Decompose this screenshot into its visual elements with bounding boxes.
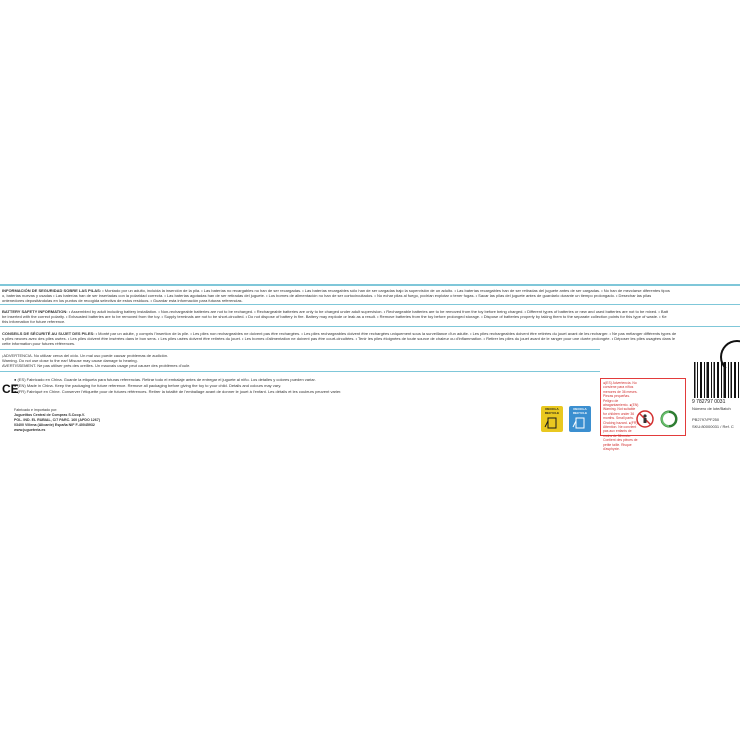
hearing-warning-es: ¡ADVERTENCIA. No utilizar cerca del oído. Un mal uso puede causar problemas de audición. [2, 353, 169, 358]
divider-fr-warn [0, 349, 600, 350]
en-safety-text-1: • Assembled by adult including battery installation. • Non-rechargeable batteries are not to be recharged. • Rechargeable batteries are only to be charged under adult supervision. • Rechargeable batteries are to be removed from the toy before being charged. • Different types of batteries or new and used batteries are not to be mixed. • Batt [68, 309, 669, 314]
fr-safety-line-3: cette information pour futures références. [2, 341, 76, 346]
not-for-children-icon [636, 410, 654, 428]
ce-mark: CE [2, 382, 19, 396]
barcode-icon [692, 360, 740, 400]
importer-line-5: www.jugueteria.es [14, 428, 46, 432]
en-safety-line-3: this information for future reference. [2, 319, 66, 324]
es-safety-line-3: ontenedores depositándolas en los puntos de recogida selectiva de estos residuos. • Guardar esta información para futuras referencias. [2, 298, 243, 303]
es-safety-line-2: o, baterías nuevas y usadas • Las baterías han de ser insertadas con la polaridad correcta. • Las baterías agotadas han de ser retiradas del juguete. • Los bornes de alimentación no han de ser cortocircuitados. • No echar pilas al fuego, podrían explotar o tener fugas. • Sacar las pilas del juguete antes de guardarlo durante un tiempo prolongado. • Desechar las pilas [2, 293, 652, 298]
recycle-label-blue: RECICLA RECYCLE [572, 407, 588, 415]
recycle-bin-icon [569, 415, 591, 431]
divider-en-fr [0, 326, 740, 327]
es-safety-text-1: • Montado por un adulto, incluida la inserción de la pila. • Las baterías no recargables no han de ser recargadas. • Las baterías recargables sólo han de ser cargadas bajo la supervisión de un adulto. • Las baterías recargables han de ser retiradas del juguete antes de ser cargadas. • No han de mezclarse diferentes tipos [102, 288, 670, 293]
importer-line-2: Juguetitos Central de Compras S.Coop.V. [14, 413, 85, 417]
barcode-number: 9 782797 0031 [692, 399, 726, 405]
divider-warn-made [0, 371, 600, 372]
recycle-label-yellow: RECICLA RECYCLE [544, 407, 560, 415]
importer-line-3: POL. IND. EL RUBIAL, C/7 PARC. 160 (APDO 1267) [14, 418, 100, 422]
green-dot-icon [660, 410, 678, 428]
es-safety-heading: INFORMACIÓN DE SEGURIDAD SOBRE LAS PILAS: [2, 288, 102, 293]
divider-es-en [0, 304, 740, 305]
batch-label: Número de lote/Batch [692, 406, 731, 411]
hearing-warning-fr: AVERTISSEMENT. Ne pas utiliser près des oreilles. Un mauvais usage peut causer des problèmes d'ouïe. [2, 363, 191, 368]
fr-safety-line-2: s piles neuves avec des piles usées. • Les piles doivent être insérées dans le bon sens. • Les piles usées doivent être retirées du jouet. • Les bornes d'alimentation ne doivent pas être court-circuitées. • Tenir les piles éloignées de toute source de chaleur ou d'inflammation. • Retirer les piles du jouet avant de le ranger pour une durée prolongée. • Déposer les piles usagées dans le [2, 336, 676, 341]
importer-address [14, 408, 124, 433]
recycle-bin-icon [541, 415, 563, 431]
en-safety-heading: BATTERY SAFETY INFORMATION: [2, 309, 68, 314]
divider-top [0, 284, 740, 286]
en-safety-line-2: be inserted with the correct polarity. • Exhausted batteries are to be removed from the toy. • Supply terminals are not to be short-circuited. • Do not dispose of battery in fire. Battery may explode or leak as a result. • Remove batteries from the toy before prolonged storage. • Dispose of batteries properly by taking them to the separate collection points for this type of waste. • Ke [2, 314, 667, 319]
importer-line-4: 03400 Villena (Alicante) España NIF F-40045932 [14, 423, 95, 427]
hearing-warning-en: Warning. Do not use close to the ear! Misuse may cause damage to hearing. [2, 358, 138, 363]
made-in-es: ● (ES) Fabricado en China. Guarde la etiqueta para futuras referencias. Retirar todo el embalaje antes de entregar el juguete al niño. Los detalles y colores pueden variar. [14, 377, 316, 382]
recycle-icon-yellow [541, 406, 563, 432]
recycle-icon-blue [569, 406, 591, 432]
fr-safety-heading: CONSEILS DE SÉCURITÉ AU SUJET DES PILES: [2, 331, 95, 336]
product-ref: PB2797/PF250 [692, 417, 720, 422]
made-in-en: ● (EN) Made in China. Keep the packaging for future reference. Remove all packaging before giving the toy to your child. Details and colours may vary. [14, 383, 282, 388]
fr-safety-text-1: • Monté par un adulte, y compris l'insertion de la pile. • Les piles non rechargeables ne doivent pas être rechargées. • Les piles rechargeables doivent être rechargées uniquement sous la surveillance d'un adulte. • Les piles rechargeables doivent être retirées du jouet avant de les recharger. • Ne pas mélanger différents types de [95, 331, 677, 336]
choking-warning-text: ●(ES) Advertencia. No conviene para niños menores de 36 meses. Piezas pequeñas. Peligro de atragantamiento. ●(EN) Warning. Not suitable for children under 36 months. Small parts. Choking hazard. ●(FR) Attention. Ne convient pas aux enfants de moins de 36 mois. Contient des pièces de petite taille. Risque d'asphyxie. [603, 381, 639, 452]
importer-line-1: Fabricado e importado por: [14, 408, 58, 412]
sku-label: SKU:80000031 / Ref. C [692, 424, 734, 429]
made-in-fr: ● (FR) Fabriqué en Chine. Conserver l'étiquette pour de futures références. Retirer la totalité de l'emballage avant de donner le jouet à l'enfant. Les détails et les couleurs peuvent varier. [14, 389, 342, 394]
